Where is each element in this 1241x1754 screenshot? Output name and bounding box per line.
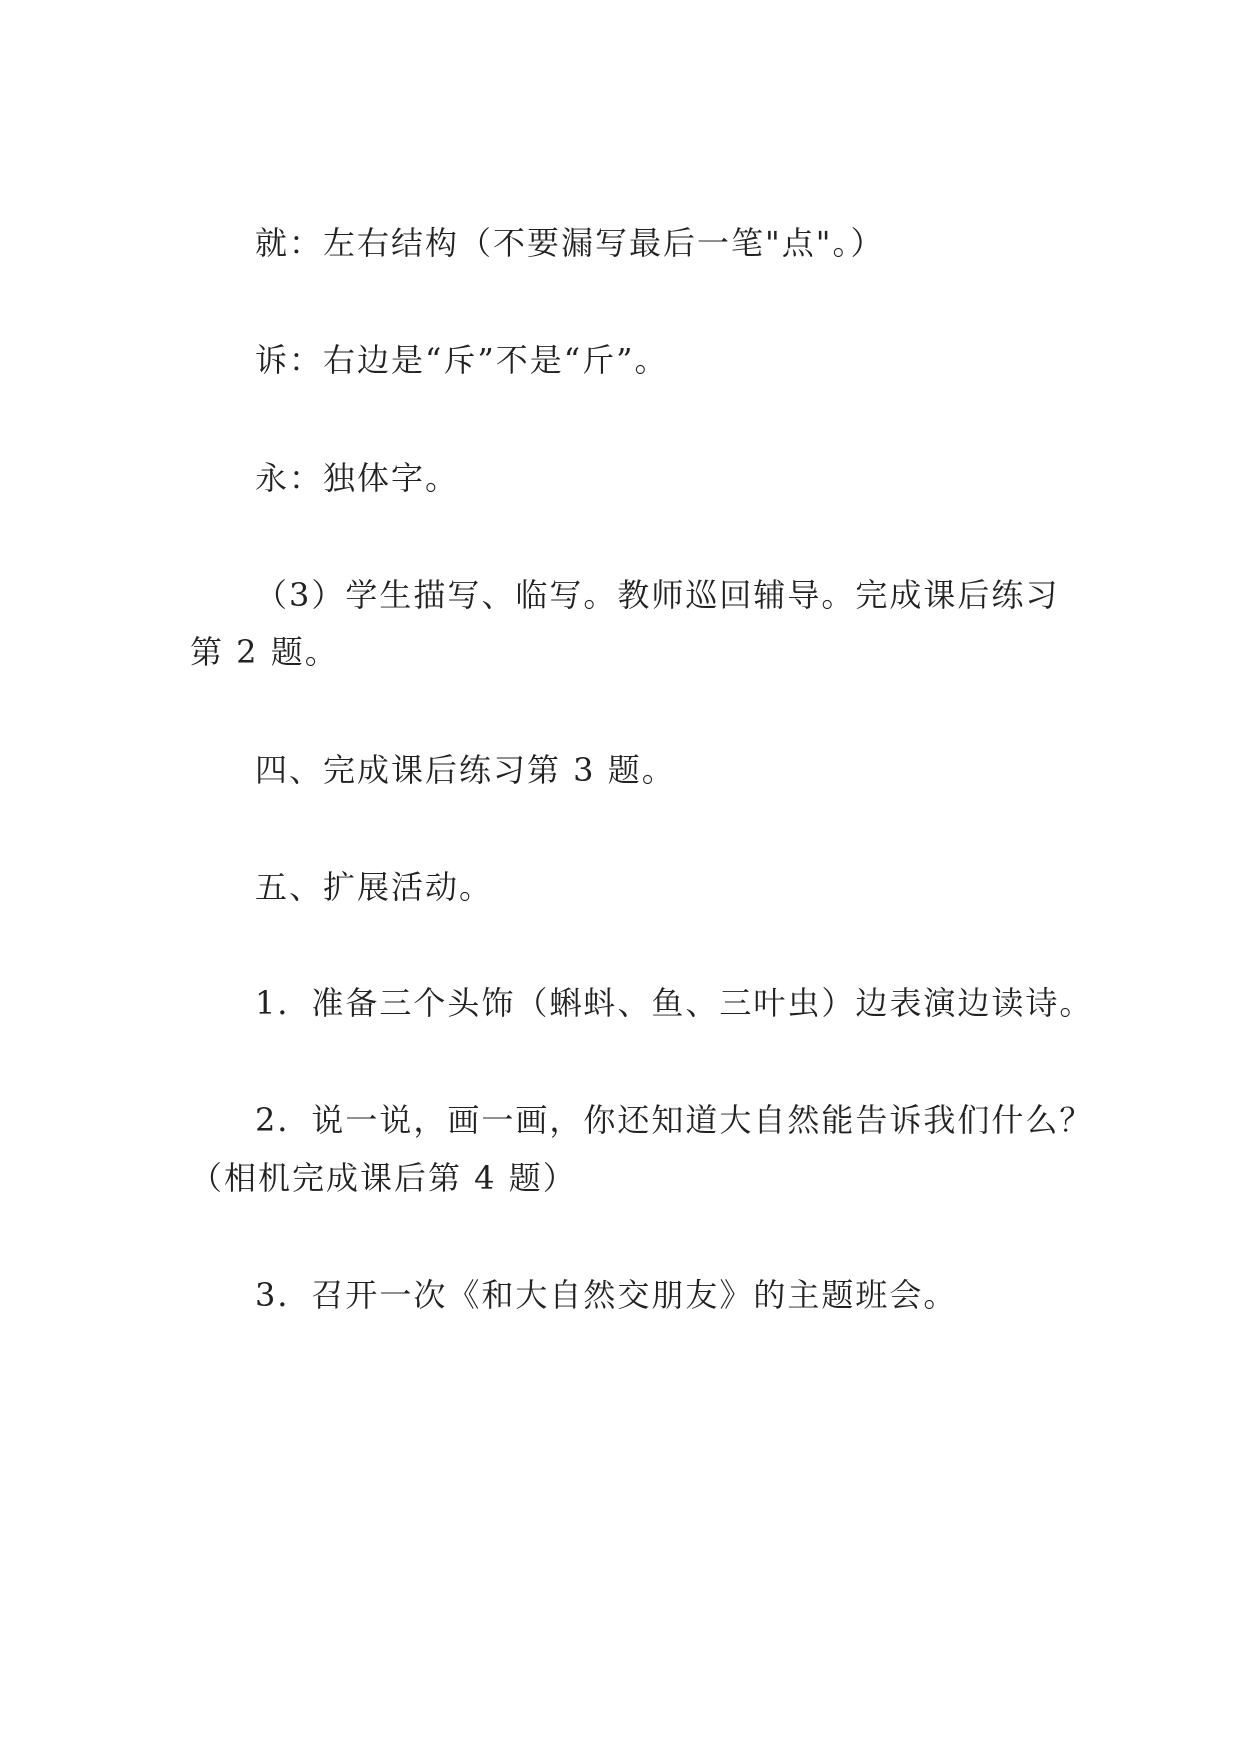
section-four-heading: 四、完成课后练习第 3 题。 (255, 751, 676, 789)
activity-item-2-line-2: （相机完成课后第 4 题） (190, 1159, 577, 1197)
paragraph-step-3-line-1: （3）学生描写、临写。教师巡回辅导。完成课后练习 (255, 576, 1060, 614)
activity-item-3: 3．召开一次《和大自然交朋友》的主题班会。 (255, 1276, 958, 1314)
paragraph-step-3-line-2: 第 2 题。 (190, 633, 339, 671)
activity-item-2-line-1: 2．说一说，画一画，你还知道大自然能告诉我们什么？ (255, 1101, 1094, 1139)
paragraph-yong-character: 永：独体字。 (255, 459, 460, 497)
paragraph-su-character: 诉：右边是“斥”不是“斤”。 (255, 341, 669, 379)
activity-item-1: 1．准备三个头饰（蝌蚪、鱼、三叶虫）边表演边读诗。 (255, 984, 1094, 1022)
section-five-heading: 五、扩展活动。 (255, 868, 494, 906)
paragraph-jiu-character: 就：左右结构（不要漏写最后一笔"点"。） (255, 224, 885, 262)
